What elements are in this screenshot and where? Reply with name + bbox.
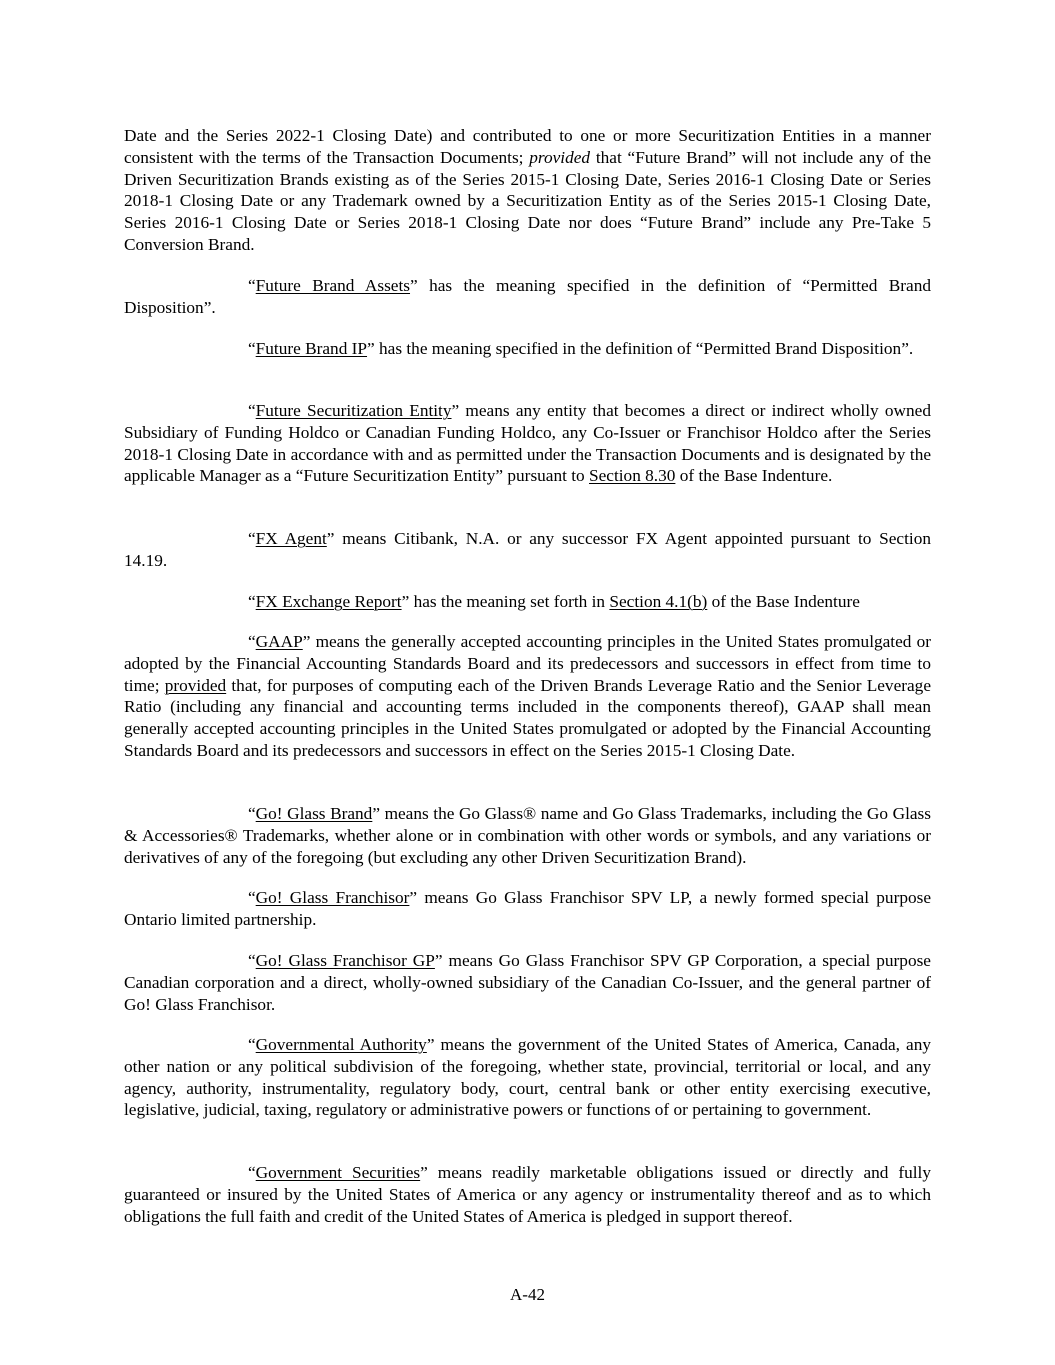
text-run: “ (248, 888, 256, 907)
text-run: that “Future Brand” will not include any of the Driven Securitization Brands existing as of the Series 2015-1 Closing Date, Series 2016-1 Closing Date or Series 2018-1 Closing Date or any Trademark owned by a Securitization Entity as of the Series 2015-1 Closing Date, Series 2016-1 Closing Date or Series 2018-1 Closing Date nor does “Future Brand” include any Pre-Take 5 Conversion Brand. (124, 147, 931, 254)
underlined-term: provided (164, 675, 227, 695)
text-run: ” has the meaning set forth in (401, 592, 610, 611)
text-run: “ (248, 592, 256, 611)
text-run: “ (248, 529, 256, 548)
underlined-term: Go! Glass Franchisor (255, 888, 410, 907)
text-run: ” has the meaning specified in the definition of “Permitted Brand Disposition”. (124, 276, 932, 317)
text-run: “ (248, 804, 256, 823)
text-run: that, for purposes of computing each of the Driven Brands Leverage Ratio and the Senior Leverage Ratio (including any financial and accounting terms included in the components thereof), GAAP shall mean generally accepted accounting principles in the United States promulgated or adopted by the Financial Accounting Standards Board and its predecessors and successors in effect on the Series 2015-1 Closing Date. (124, 675, 931, 760)
text-run: ” has the meaning specified in the definition of “Permitted Brand Disposition”. (367, 339, 914, 358)
text-run: “ (248, 1163, 256, 1182)
text-run: ” means Citibank, N.A. or any successor FX Agent appointed pursuant to Section 14.19. (124, 529, 931, 570)
text-run: “ (248, 401, 256, 420)
underlined-term: Future Brand IP (255, 339, 368, 358)
page-number: A-42 (510, 1285, 545, 1304)
underlined-term: FX Exchange Report (255, 592, 402, 611)
definition-go-glass-brand (124, 803, 931, 868)
text-run: “ (248, 1035, 256, 1054)
text-run: Date and the Series 2022-1 Closing Date) and contributed to one or more Securitization Entities in a manner consistent with the terms of the Transaction Documents; (124, 126, 931, 167)
definition-go-glass-franchisor-gp (124, 950, 931, 1015)
underlined-term: Future Brand Assets (255, 276, 411, 295)
definition-gaap (124, 631, 931, 762)
definition-future-brand-assets (124, 275, 931, 319)
definition-future-securitization-entity (124, 400, 931, 487)
definition-fx-exchange-report (124, 591, 931, 613)
text-run: ” means any entity that becomes a direct or indirect wholly owned Subsidiary of Funding Holdco or Canadian Funding Holdco, any Co-Issuer or Franchisor Holdco after the Series 2018-1 Closing Date in accordance with and as permitted under the Transaction Documents and is designated by the applicable Manager as a “Future Securitization Entity” pursuant to (124, 401, 931, 486)
underlined-term: Government Securities (255, 1163, 421, 1182)
underlined-term: Go! Glass Brand (255, 804, 373, 823)
definition-fx-agent (124, 528, 931, 572)
underlined-term: Section 8.30 (589, 466, 676, 486)
text-run: ” means the generally accepted accounting principles in the United States promulgated or adopted by the Financial Accounting Standards Board and its predecessors and successors in effect from time to time; (124, 632, 931, 695)
text-run: “ (248, 339, 256, 358)
text-run: ” means readily marketable obligations issued or directly and fully guaranteed or insured by the United States of America or any agency or instrumentality thereof and as to which obligations the full faith and credit of the United States of America is pledged in support thereof. (124, 1163, 931, 1226)
underlined-term: FX Agent (255, 529, 327, 548)
italic-text: provided (529, 147, 591, 167)
text-run: of the Base Indenture. (675, 466, 833, 486)
paragraph-future-brand-continued (124, 125, 931, 256)
underlined-term: GAAP (255, 632, 303, 651)
underlined-term: Future Securitization Entity (255, 401, 452, 420)
text-run: of the Base Indenture (707, 592, 860, 611)
definition-future-brand-ip (124, 338, 931, 360)
text-run: ” means Go Glass Franchisor SPV GP Corporation, a special purpose Canadian corporation and a direct, wholly-owned subsidiary of the Canadian Co-Issuer, and the general partner of Go! Glass Franchisor. (124, 951, 931, 1014)
text-run: “ (248, 951, 256, 970)
underlined-term: Governmental Authority (255, 1035, 427, 1054)
text-run: “ (248, 632, 256, 651)
text-run: ” means the Go Glass® name and Go Glass Trademarks, including the Go Glass & Accessories® Trademarks, whether alone or in combination with other words or symbols, and any variations or derivatives of any of the foregoing (but excluding any other Driven Securitization Brand). (124, 804, 932, 867)
text-run: “ (248, 276, 256, 295)
underlined-term: Go! Glass Franchisor GP (255, 951, 435, 970)
definition-go-glass-franchisor (124, 887, 931, 931)
text-run: ” means Go Glass Franchisor SPV LP, a newly formed special purpose Ontario limited partnership. (124, 888, 932, 929)
definition-governmental-authority (124, 1034, 931, 1121)
text-run: ” means the government of the United States of America, Canada, any other nation or any political subdivision of the foregoing, whether state, provincial, territorial or local, and any agency, authority, instrumentality, regulatory body, court, central bank or other entity exercising executive, legislative, judicial, taxing, regulatory or administrative powers or functions of or pertaining to government. (124, 1035, 931, 1120)
definition-government-securities (124, 1162, 931, 1227)
underlined-term: Section 4.1(b) (609, 592, 708, 611)
